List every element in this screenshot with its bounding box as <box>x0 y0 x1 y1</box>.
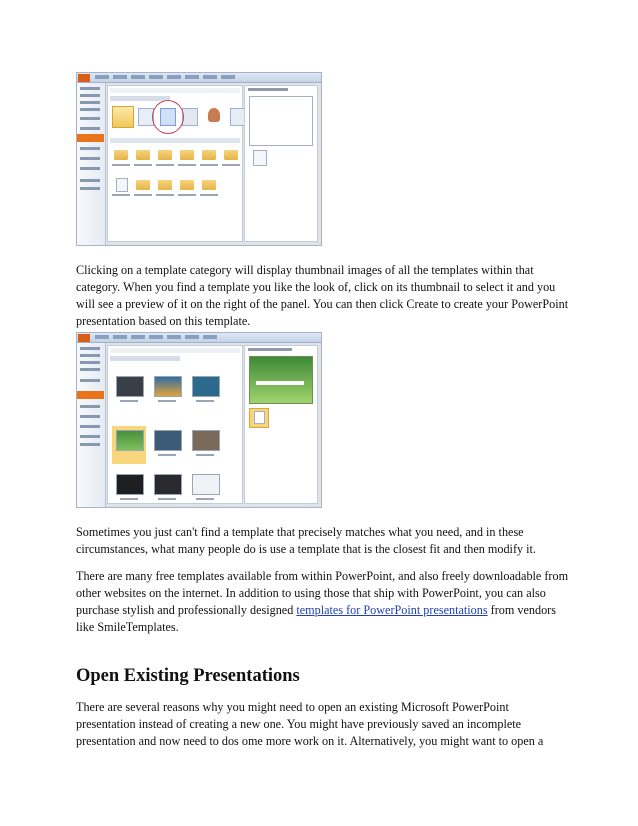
menu-item <box>80 435 100 438</box>
ribbon-tab <box>185 335 199 339</box>
menu-item <box>80 347 100 350</box>
template-thumb <box>154 474 182 495</box>
folder-icon <box>202 180 216 190</box>
ribbon-tab <box>167 335 181 339</box>
folder-icon <box>158 180 172 190</box>
file-tab <box>78 334 90 342</box>
menu-item <box>80 368 100 371</box>
folder-icon <box>224 150 238 160</box>
my-templates-icon <box>208 108 220 122</box>
create-button-highlight <box>249 408 269 428</box>
file-tab <box>78 74 90 82</box>
menu-item-new-selected <box>77 391 104 399</box>
folder-caption <box>156 164 174 166</box>
menu-item <box>80 379 100 382</box>
templates-link[interactable]: templates for PowerPoint presentations <box>296 603 488 617</box>
folder-caption <box>134 194 152 196</box>
p3-text-before: There are many free templates available from within PowerPoint, and also freely downloadable from other websites on the internet. In addition to using those that ship with PowerPoint, you can also purchase stylish and professionally designed <box>76 569 569 617</box>
ribbon-tab <box>221 75 235 79</box>
menu-item <box>80 127 100 130</box>
preview-title-strip <box>256 381 304 385</box>
menu-item <box>80 425 100 428</box>
thumb-caption <box>158 454 176 456</box>
folder-icon <box>136 180 150 190</box>
folder-caption <box>200 164 218 166</box>
menu-item <box>80 108 100 111</box>
thumb-caption <box>158 400 176 402</box>
sample-templates-pane <box>107 345 243 504</box>
p3-text-after: from vendors like SmileTemplates. <box>76 603 556 634</box>
folder-icon <box>180 150 194 160</box>
ribbon-tabbar <box>77 333 321 343</box>
preview-pane <box>244 85 318 242</box>
menu-item <box>80 415 100 418</box>
folder-icon <box>114 150 128 160</box>
thumb-caption <box>196 498 214 500</box>
preview-title <box>248 348 292 351</box>
menu-item <box>80 87 100 90</box>
folder-icon <box>136 150 150 160</box>
template-thumb-selected <box>116 430 144 451</box>
preview-thumbnail <box>249 96 313 146</box>
folder-caption <box>156 194 174 196</box>
menu-item <box>80 443 100 446</box>
create-icon <box>253 150 267 166</box>
highlight-circle <box>152 100 184 134</box>
folder-caption <box>178 164 196 166</box>
preview-title <box>248 88 288 91</box>
ribbon-tab <box>203 335 217 339</box>
menu-item <box>80 405 100 408</box>
thumb-caption <box>120 400 138 402</box>
menu-item <box>80 179 100 182</box>
template-thumb <box>116 474 144 495</box>
ribbon-tab <box>131 335 145 339</box>
document-icon <box>116 178 128 192</box>
paragraph-template-category: Clicking on a template category will display thumbnail images of all the templates within that category. When you find a template you like the look of, click on its thumbnail to select it and you will see a preview of it on the right of the panel. You can then click Create to create your PowerPoint presentation based on this template. <box>76 263 569 328</box>
create-icon <box>254 411 265 424</box>
menu-item <box>80 361 100 364</box>
template-thumb <box>116 376 144 397</box>
folder-caption <box>200 194 218 196</box>
themes-tile <box>182 108 198 126</box>
pane-title-bar <box>110 348 240 353</box>
backstage-menu <box>77 343 106 507</box>
paragraph-closest-fit: Sometimes you just can't find a template that precisely matches what you need, and in these circumstances, what many people do is use a template that is the closest fit and then modify it. <box>76 525 536 556</box>
thumb-caption <box>158 498 176 500</box>
folder-caption <box>112 164 130 166</box>
folder-icon <box>202 150 216 160</box>
folder-icon <box>158 150 172 160</box>
ribbon-tab <box>185 75 199 79</box>
preview-thumbnail <box>249 356 313 404</box>
menu-item <box>80 101 100 104</box>
template-thumb <box>192 430 220 451</box>
template-thumb <box>192 474 220 495</box>
ribbon-tab <box>95 335 109 339</box>
template-thumb <box>154 430 182 451</box>
ribbon-tab <box>113 335 127 339</box>
ribbon-tab <box>149 75 163 79</box>
folder-caption <box>112 194 130 196</box>
blank-presentation-tile <box>112 106 134 128</box>
folder-caption <box>178 194 196 196</box>
office-templates-bar <box>110 138 240 143</box>
folder-caption <box>222 164 240 166</box>
menu-item <box>80 187 100 190</box>
figure-screenshot-templates <box>76 72 322 246</box>
preview-pane <box>244 345 318 504</box>
template-thumb <box>192 376 220 397</box>
pane-title-bar <box>110 88 240 93</box>
ribbon-tab <box>131 75 145 79</box>
menu-item-new-selected <box>77 134 104 142</box>
paragraph-open-existing: There are several reasons why you might need to open an existing Microsoft PowerPoint presentation instead of creating a new one. You might have previously saved an incomplete presentation and now need to dos ome more work on it. Alternatively, you might want to open a <box>76 700 544 748</box>
menu-item <box>80 147 100 150</box>
available-templates-pane <box>107 85 243 242</box>
menu-item <box>80 354 100 357</box>
folder-caption <box>134 164 152 166</box>
folder-icon <box>180 180 194 190</box>
thumb-caption <box>196 400 214 402</box>
ribbon-tab <box>203 75 217 79</box>
figure-screenshot-sample-templates <box>76 332 322 508</box>
ribbon-tab <box>167 75 181 79</box>
ribbon-tabbar <box>77 73 321 83</box>
section-heading-open-existing: Open Existing Presentations <box>76 666 300 686</box>
menu-item <box>80 117 100 120</box>
template-thumb <box>154 376 182 397</box>
ribbon-tab <box>149 335 163 339</box>
menu-item <box>80 94 100 97</box>
menu-item <box>80 157 100 160</box>
nav-bar <box>110 356 180 361</box>
ribbon-tab <box>95 75 109 79</box>
paragraph-free-templates <box>76 568 571 636</box>
thumb-caption <box>120 498 138 500</box>
backstage-menu <box>77 83 106 245</box>
menu-item <box>80 167 100 170</box>
thumb-caption <box>196 454 214 456</box>
ribbon-tab <box>113 75 127 79</box>
